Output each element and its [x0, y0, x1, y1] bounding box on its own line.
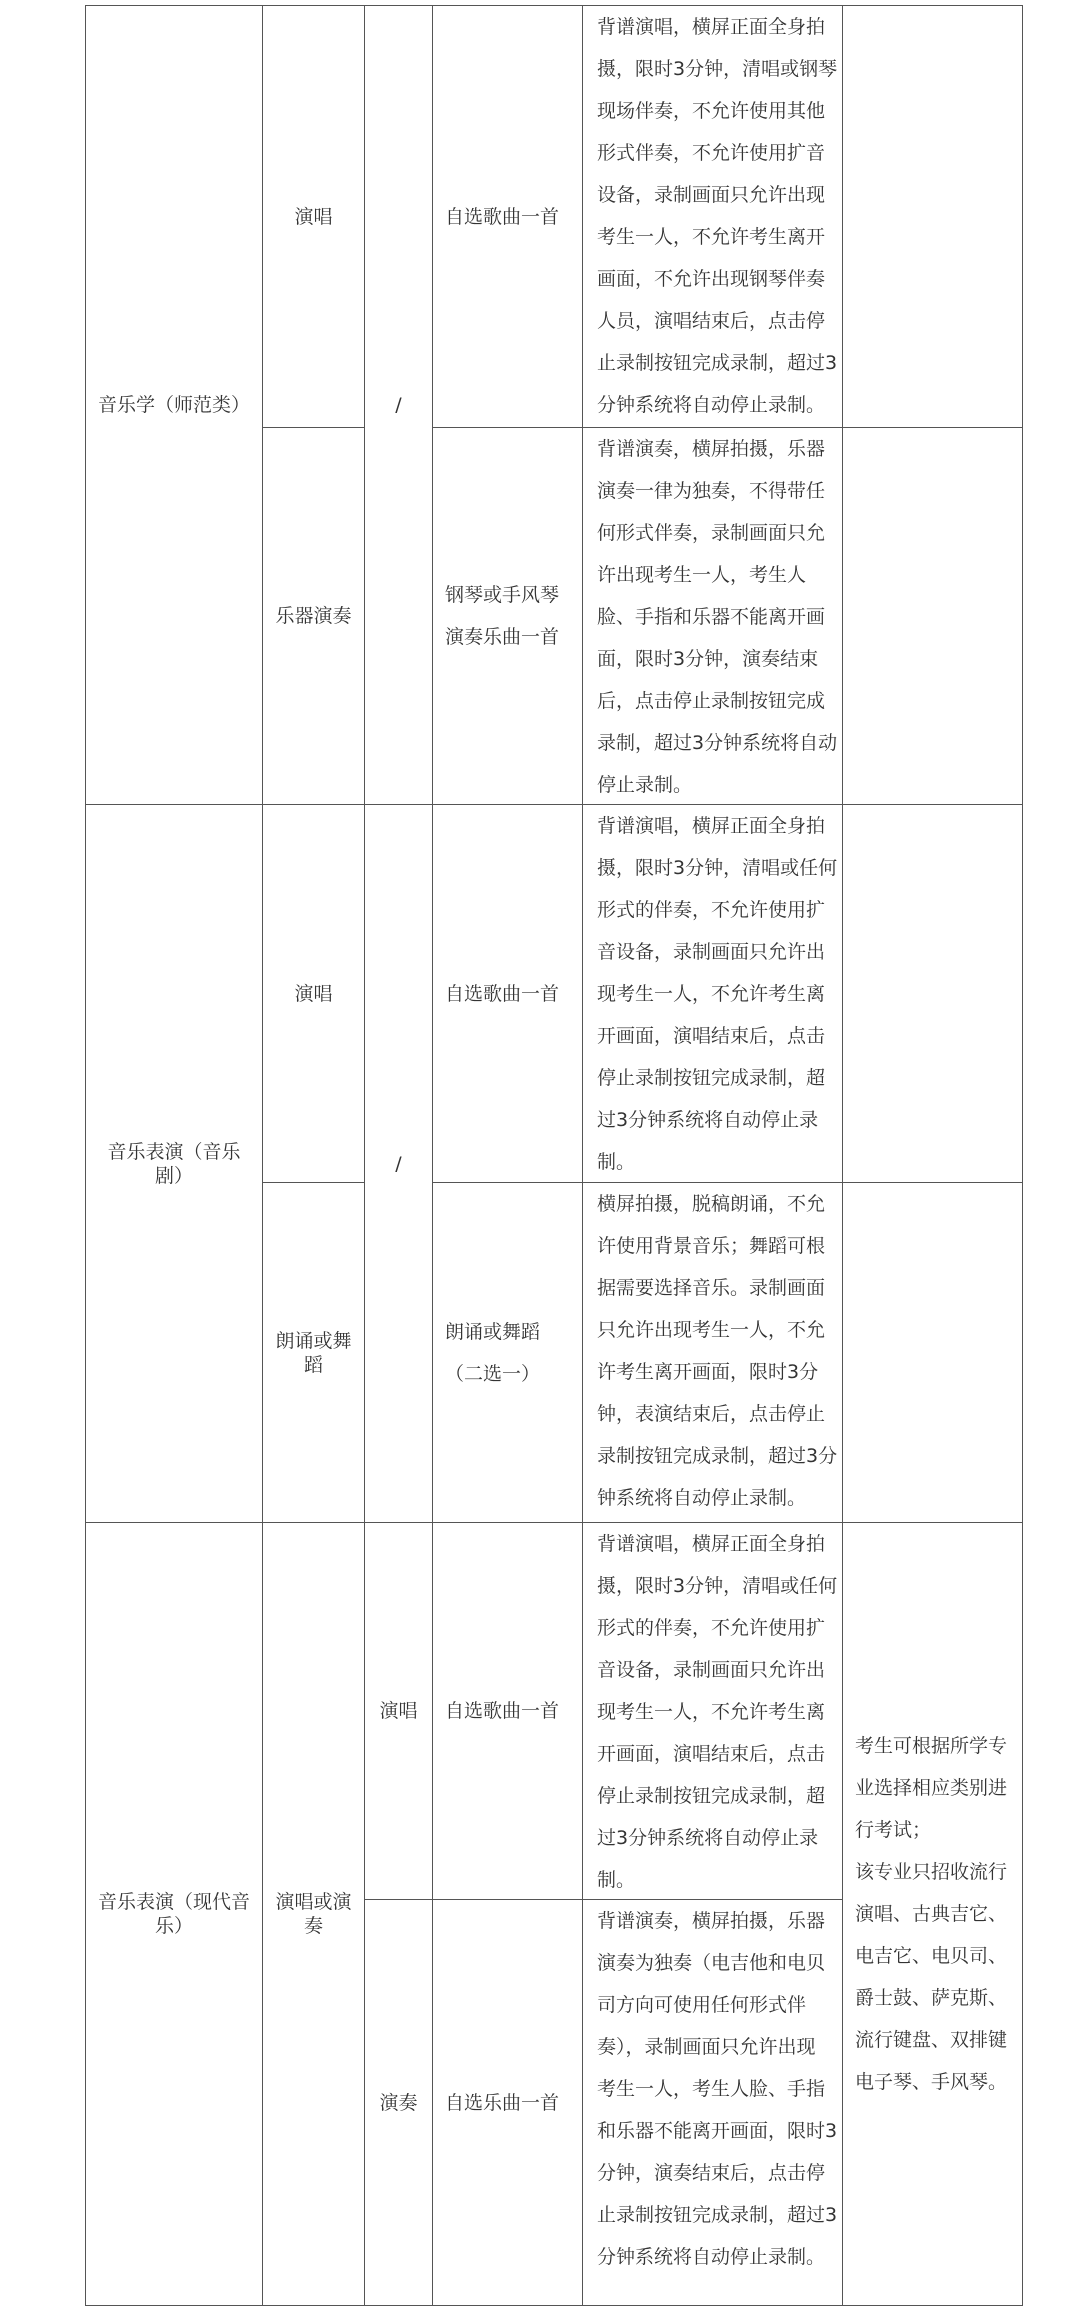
- type-cell: [262, 1182, 365, 1523]
- content-cell-line: 自选歌曲一首: [445, 205, 560, 228]
- sub-category-cell-text: 演奏: [379, 2091, 418, 2114]
- content-cell-line: 朗诵或舞蹈: [445, 1320, 541, 1343]
- requirements-cell-line: 分钟系统将自动停止录制。: [597, 2246, 826, 2268]
- type-cell-line: 乐器演奏: [275, 605, 352, 627]
- major-cell-line: 乐）: [154, 1915, 193, 1937]
- requirements-cell-line: 录制，超过3分钟系统将自动: [597, 732, 838, 754]
- note-cell-line: 考生可根据所学专: [855, 1735, 1008, 1757]
- content-cell-line: 自选乐曲一首: [445, 2091, 560, 2114]
- requirements-cell-line: 面，限时3分钟，演奏结束: [597, 648, 819, 670]
- content-cell: [432, 804, 583, 1183]
- note-cell-line: 流行键盘、双排键: [855, 2029, 1008, 2051]
- note-cell-line: 行考试；: [855, 1819, 932, 1841]
- major-cell-line: 音乐表演（音乐: [107, 1140, 241, 1163]
- requirements-cell-line: 设备，录制画面只允许出现: [597, 184, 826, 206]
- content-cell: [432, 5, 583, 428]
- requirements-cell-line: 钟系统将自动停止录制。: [597, 1487, 807, 1509]
- note-cell: [842, 1182, 1023, 1523]
- note-cell: [842, 1522, 1023, 2306]
- requirements-cell-line: 背谱演唱，横屏正面全身拍: [597, 815, 826, 837]
- requirements-cell-line: 横屏拍摄，脱稿朗诵，不允: [597, 1193, 826, 1215]
- requirements-cell-line: 演奏一律为独奏，不得带任: [597, 480, 826, 502]
- content-cell: [432, 1899, 583, 2306]
- requirements-cell-line: 止录制按钮完成录制，超过3: [597, 2204, 838, 2226]
- type-cell: [262, 427, 365, 805]
- major-cell: [85, 804, 263, 1523]
- requirements-cell-line: 制。: [597, 1869, 636, 1891]
- requirements-cell-line: 后，点击停止录制按钮完成: [597, 690, 826, 712]
- type-cell-line: 朗诵或舞: [275, 1329, 352, 1352]
- requirements-cell-line: 现考生一人，不允许考生离: [597, 983, 826, 1005]
- requirements-cell-line: 音设备，录制画面只允许出: [597, 941, 826, 963]
- requirements-cell-line: 过3分钟系统将自动停止录: [597, 1109, 819, 1131]
- content-cell-line: （二选一）: [445, 1362, 541, 1385]
- requirements-cell-line: 制。: [597, 1151, 636, 1173]
- requirements-cell-line: 分钟，演奏结束后，点击停: [597, 2162, 826, 2184]
- type-cell-line: 演唱: [294, 205, 333, 228]
- major-cell: [85, 1522, 263, 2306]
- requirements-cell-line: 过3分钟系统将自动停止录: [597, 1827, 819, 1849]
- requirements-cell-line: 据需要选择音乐。录制画面: [597, 1277, 826, 1299]
- note-cell-line: 演唱、古典吉它、: [855, 1903, 1008, 1925]
- requirements-cell: [582, 5, 843, 428]
- requirements-cell-line: 人员，演唱结束后，点击停: [597, 310, 826, 332]
- requirements-cell-line: 许出现考生一人，考生人: [597, 564, 807, 586]
- requirements-cell-line: 形式的伴奏，不允许使用扩: [597, 899, 826, 921]
- sub-category-cell: [364, 804, 433, 1523]
- requirements-cell-line: 司方向可使用任何形式伴: [597, 1994, 807, 2016]
- requirements-cell-line: 停止录制按钮完成录制，超: [597, 1785, 826, 1807]
- requirements-cell-line: 止录制按钮完成录制，超过3: [597, 352, 838, 374]
- content-cell: [432, 427, 583, 805]
- requirements-cell-line: 画面，不允许出现钢琴伴奏: [597, 268, 826, 290]
- note-cell-line: 该专业只招收流行: [855, 1861, 1008, 1883]
- content-cell-line: 演奏乐曲一首: [445, 626, 560, 648]
- requirements-cell-line: 摄，限时3分钟，清唱或钢琴: [597, 58, 838, 80]
- requirements-cell-line: 现考生一人，不允许考生离: [597, 1701, 826, 1723]
- requirements-cell-line: 许使用背景音乐；舞蹈可根: [597, 1235, 826, 1257]
- content-cell-line: 自选歌曲一首: [445, 982, 560, 1005]
- requirements-cell-line: 背谱演唱，横屏正面全身拍: [597, 1533, 826, 1555]
- requirements-cell-line: 何形式伴奏，录制画面只允: [597, 522, 826, 544]
- type-cell-line: 蹈: [303, 1353, 323, 1376]
- requirements-cell-line: 许考生离开画面，限时3分: [597, 1361, 819, 1383]
- requirements-cell-line: 分钟系统将自动停止录制。: [597, 394, 826, 416]
- major-cell-line: 音乐学（师范类）: [97, 394, 250, 416]
- requirements-cell-line: 录制按钮完成录制，超过3分: [597, 1445, 838, 1467]
- requirements-cell-line: 形式伴奏，不允许使用扩音: [597, 142, 826, 164]
- requirements-cell-line: 摄，限时3分钟，清唱或任何: [597, 857, 838, 879]
- requirements-cell-line: 背谱演奏，横屏拍摄，乐器: [597, 438, 826, 460]
- sub-category-cell-text: /: [395, 1152, 402, 1175]
- requirements-cell-line: 脸、手指和乐器不能离开画: [597, 606, 826, 628]
- content-cell-line: 自选歌曲一首: [445, 1700, 560, 1722]
- requirements-cell-line: 和乐器不能离开画面，限时3: [597, 2120, 838, 2142]
- requirements-cell: [582, 1182, 843, 1523]
- note-cell: [842, 5, 1023, 428]
- sub-category-cell-text: 演唱: [379, 1700, 418, 1722]
- type-cell-line: 奏: [303, 1915, 323, 1937]
- requirements-cell-line: 考生一人，考生人脸、手指: [597, 2078, 826, 2100]
- requirements-cell-line: 奏），录制画面只允许出现: [597, 2036, 816, 2058]
- requirements-cell-line: 考生一人，不允许考生离开: [597, 226, 826, 248]
- requirements-cell-line: 现场伴奏，不允许使用其他: [597, 100, 826, 122]
- major-cell-line: 音乐表演（现代音: [97, 1891, 250, 1913]
- requirements-cell: [582, 804, 843, 1183]
- requirements-cell-line: 背谱演唱，横屏正面全身拍: [597, 16, 826, 38]
- content-cell-line: 钢琴或手风琴: [445, 584, 560, 606]
- requirements-cell-line: 音设备，录制画面只允许出: [597, 1659, 826, 1681]
- sub-category-cell: [364, 1522, 433, 1900]
- note-cell-line: 爵士鼓、萨克斯、: [855, 1987, 1008, 2009]
- requirements-cell-line: 开画面，演唱结束后，点击: [597, 1743, 826, 1765]
- requirements-cell-line: 演奏为独奏（电吉他和电贝: [597, 1952, 826, 1974]
- requirements-cell-line: 形式的伴奏，不允许使用扩: [597, 1617, 826, 1639]
- sub-category-cell: [364, 5, 433, 805]
- sub-category-cell-text: /: [395, 394, 402, 416]
- requirements-cell: [582, 1522, 843, 1900]
- note-cell: [842, 427, 1023, 805]
- requirements-cell-line: 开画面，演唱结束后，点击: [597, 1025, 826, 1047]
- note-cell: [842, 804, 1023, 1183]
- requirements-cell-line: 摄，限时3分钟，清唱或任何: [597, 1575, 838, 1597]
- type-cell-line: 演唱: [294, 982, 333, 1005]
- note-cell-line: 电子琴、手风琴。: [855, 2071, 1008, 2093]
- major-cell: [85, 5, 263, 805]
- note-cell-line: 电吉它、电贝司、: [855, 1945, 1008, 1967]
- type-cell: [262, 1522, 365, 2306]
- requirements-cell-line: 停止录制。: [597, 774, 693, 796]
- content-cell: [432, 1182, 583, 1523]
- content-cell: [432, 1522, 583, 1900]
- requirements-cell-line: 钟，表演结束后，点击停止: [597, 1403, 826, 1425]
- requirements-cell-line: 背谱演奏，横屏拍摄，乐器: [597, 1910, 826, 1932]
- requirements-cell: [582, 1899, 843, 2306]
- sub-category-cell: [364, 1899, 433, 2306]
- requirements-cell: [582, 427, 843, 805]
- type-cell-line: 演唱或演: [275, 1891, 352, 1913]
- major-cell-line: 剧）: [154, 1164, 193, 1187]
- requirements-cell-line: 只允许出现考生一人，不允: [597, 1319, 826, 1341]
- type-cell: [262, 5, 365, 428]
- note-cell-line: 业选择相应类别进: [855, 1777, 1008, 1799]
- type-cell: [262, 804, 365, 1183]
- requirements-cell-line: 停止录制按钮完成录制，超: [597, 1067, 826, 1089]
